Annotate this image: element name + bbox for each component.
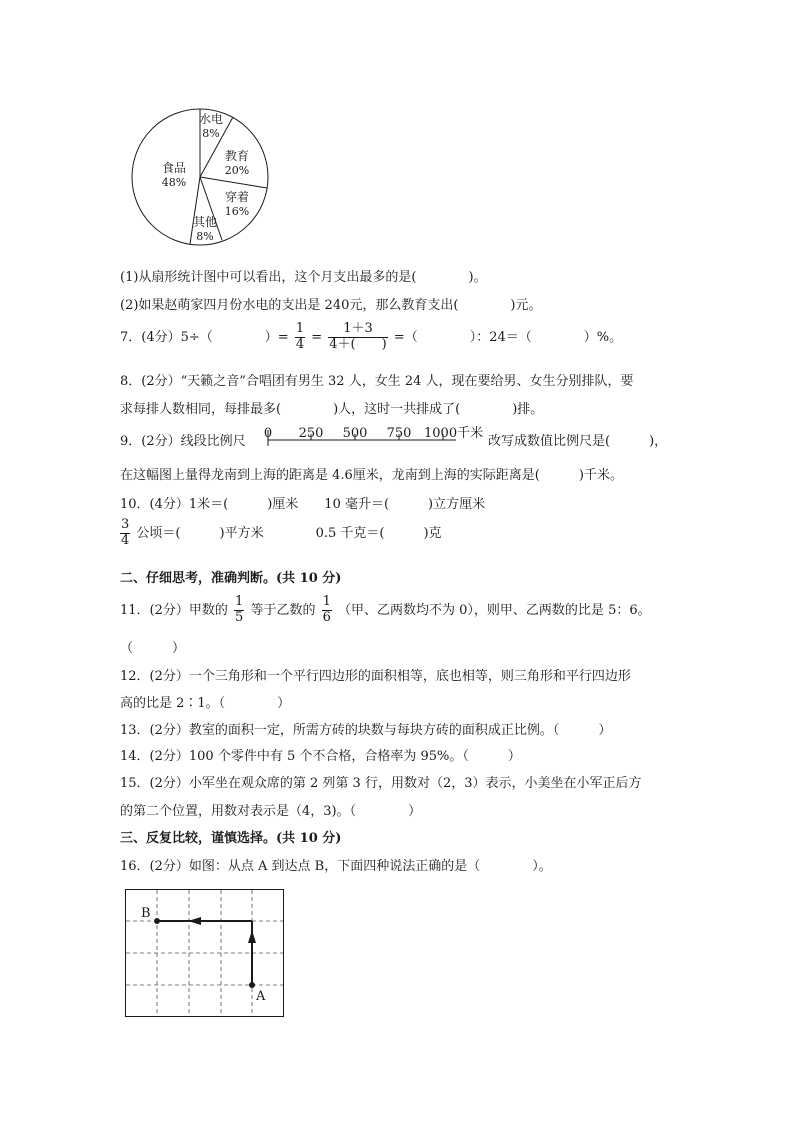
q7-fraction-2 (328, 322, 387, 353)
expense-pie-chart (120, 100, 290, 250)
pie-pct-water-electricity: 8% (202, 127, 220, 140)
q10-f-num: 3 (121, 517, 130, 532)
pie-pct-clothing: 16% (224, 205, 250, 218)
q11-part-a: 11．(2分）甲数的 (120, 602, 228, 618)
q7-f1-den: 4 (295, 336, 305, 352)
scale-label-1000: 1000千米 (424, 426, 484, 441)
q12-line2: 高的比是 2∶1。（ ） (120, 696, 291, 711)
q7-f1-num: 1 (295, 321, 305, 336)
pie-pct-other: 8% (196, 230, 214, 243)
q11-fraction-2 (322, 595, 332, 626)
q15-line2: 的第二个位置，用数对表示是（4，3)。（ ） (120, 804, 422, 819)
q10-line2-rest: 公顷＝( )平方米 0.5 千克＝( )克 (136, 525, 442, 541)
q11-line2: （ ） (120, 641, 186, 656)
q7-fraction-1 (295, 322, 305, 353)
q8-line1: 8．(2分）“天籁之音”合唱团有男生 32 人，女生 24 人，现在要给男、女生分别排队，要 (120, 374, 634, 389)
q14-question: 14．(2分）100 个零件中有 5 个不合格，合格率为 95%。（ ） (120, 749, 521, 764)
pie-label-other: 其他 (192, 215, 218, 229)
label-b: B (141, 906, 151, 921)
scale-label-500: 500 (342, 426, 368, 441)
q15-line1: 15．(2分）小军坐在观众席的第 2 列第 3 行，用数对（2，3）表示，小美坐在小军正后方 (120, 776, 642, 791)
pie-label-water-electricity: 水电 (198, 112, 224, 126)
q10-line2 (118, 518, 442, 549)
pie-label-food: 食品 (161, 161, 187, 175)
arrow-left-icon (188, 917, 201, 925)
q11-f2-num: 1 (322, 594, 331, 609)
pie-pct-food: 48% (161, 176, 187, 189)
point-b (154, 918, 160, 924)
label-a: A (256, 989, 266, 1004)
q16-question: 16．(2分）如图：从点 A 到达点 B，下面四种说法正确的是（ ）。 (120, 859, 552, 874)
scale-label-250: 250 (298, 426, 324, 441)
q11-f2-den: 6 (322, 609, 331, 625)
q11-part-c: （甲、乙两数均不为 0），则甲、乙两数的比是 5：6。 (338, 602, 651, 618)
pie-label-clothing: 穿着 (224, 190, 250, 204)
q7-suffix: =（ ）：24＝（ ）%。 (393, 329, 623, 345)
point-a (249, 982, 255, 988)
q11-line1 (120, 595, 651, 626)
q9-scale-bar (262, 424, 492, 456)
q11-fraction-1 (234, 595, 244, 626)
section-2-heading: 二、仔细思考，准确判断。(共 10 分) (120, 571, 342, 586)
scale-label-0: 0 (263, 426, 273, 441)
q7-f2-num: 1＋3 (328, 322, 387, 338)
q10-line1: 10．(4分）1米＝( )厘米 10 毫升＝( )立方厘米 (120, 497, 486, 512)
q11-f1-den: 5 (235, 609, 244, 625)
pie-label-education: 教育 (224, 149, 250, 163)
pie-divider-3 (200, 177, 267, 188)
q13-question: 13．(2分）教室的面积一定，所需方砖的块数与每块方砖的面积成正比例。（ ） (120, 723, 612, 738)
q11-f1-num: 1 (235, 594, 244, 609)
q7-f2-den: 4＋( ) (329, 336, 387, 352)
q8-line2: 求每排人数相同，每排最多( )人，这时一共排成了( )排。 (120, 402, 544, 417)
q16-grid-figure (120, 884, 290, 1020)
scale-label-750: 750 (386, 426, 412, 441)
q9-prefix: 9．(2分）线段比例尺 (120, 434, 246, 449)
q7-prefix: 7．(4分）5÷（ ）= (120, 329, 289, 345)
q6-sub1: (1)从扇形统计图中可以看出，这个月支出最多的是( )。 (120, 270, 487, 285)
section-3-heading: 三、反复比较，谨慎选择。(共 10 分) (120, 831, 342, 846)
pie-pct-education: 20% (224, 164, 250, 177)
q12-line1: 12．(2分）一个三角形和一个平行四边形的面积相等，底也相等，则三角形和平行四边形 (120, 669, 631, 684)
q7-question (120, 322, 622, 353)
arrow-up-icon (248, 930, 256, 943)
q9-suffix: 改写成数值比例尺是( )， (488, 434, 668, 449)
q10-fraction (120, 518, 130, 549)
q6-sub2: (2)如果赵萌家四月份水电的支出是 240元，那么教育支出( )元。 (120, 298, 542, 313)
q11-part-b: 等于乙数的 (250, 602, 316, 618)
q10-f-den: 4 (121, 532, 130, 548)
q7-equals: = (311, 329, 323, 345)
q9-line2: 在这幅图上量得龙南到上海的距离是 4.6厘米，龙南到上海的实际距离是( )千米。 (120, 468, 623, 483)
